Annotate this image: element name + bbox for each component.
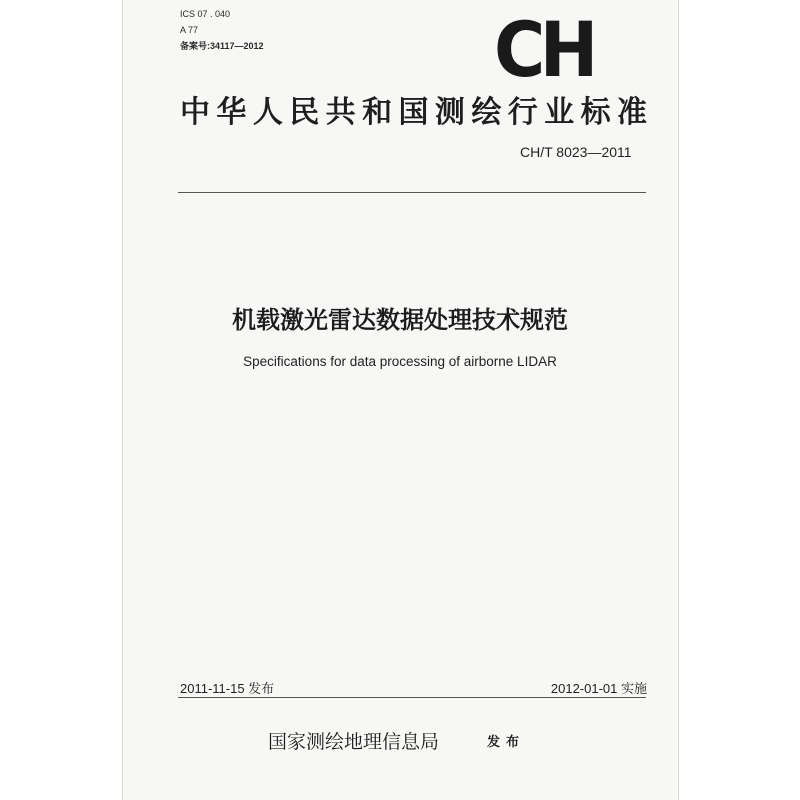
industry-standard-heading: 中华人民共和国测绘行业标准 — [180, 95, 647, 130]
effective-date: 2012-01-01 实施 — [550, 681, 647, 696]
document-title-english: Specifications for data processing of airborne LIDAR — [243, 354, 557, 369]
header-divider — [178, 192, 646, 193]
issuing-authority: 国家测绘地理信息局 — [268, 731, 440, 753]
document-title-chinese: 机载激光雷达数据处理技术规范 — [232, 306, 568, 334]
footer-divider — [178, 697, 646, 698]
issuer-action: 发布 — [487, 735, 526, 750]
publish-date: 2011-11-15 发布 — [180, 681, 275, 696]
classification-code: A 77 — [180, 25, 199, 35]
standard-number: CH/T 8023—2011 — [520, 144, 632, 160]
record-number: 备案号:34117—2012 — [180, 41, 264, 51]
ics-code: ICS 07 . 040 — [180, 9, 231, 19]
ch-logo: CH — [494, 5, 593, 94]
